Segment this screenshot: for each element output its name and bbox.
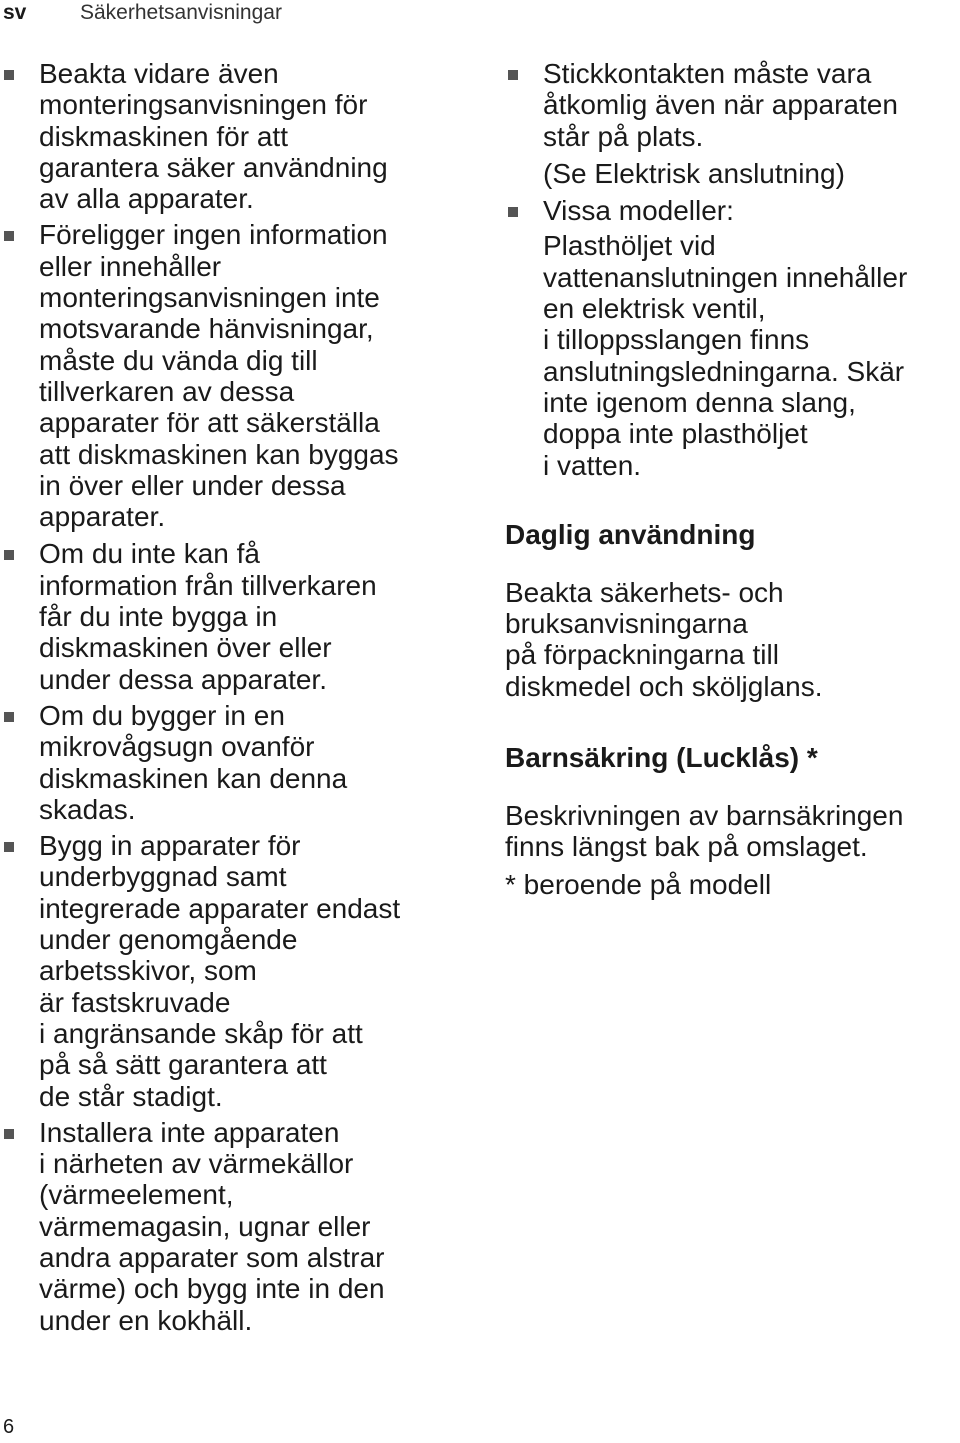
text-line: skadas. [39,793,136,825]
text-line: mikrovågsugn ovanför [39,731,315,763]
text-line: Föreligger ingen information [39,219,388,251]
right-column [505,58,960,900]
text-line: diskmaskinen över eller [39,632,332,664]
heading-daily-use: Daglig användning [505,518,756,550]
text-line: under genomgående [39,924,298,956]
text-line: Bygg in apparater för [39,830,301,862]
text-line: måste du vända dig till [39,344,318,376]
text-line: Om du inte kan få [39,538,261,570]
text-line: värmemagasin, ugnar eller [39,1210,371,1242]
text-line: integrerade apparater endast [39,892,401,924]
text-line: in över eller under dessa [39,469,346,501]
text-line: i angränsande skåp för att [39,1017,363,1049]
list-item [0,830,470,1112]
bullet-icon [4,70,14,80]
text-line: är fastskruvade [39,986,231,1018]
text-line: anslutningsledningarna. Skär [543,355,905,387]
text-line: värme) och bygg inte in den [39,1273,385,1305]
list-item [0,219,470,532]
text-line: Vissa modeller: [543,195,734,227]
text-line: bruksanvisningarna [505,608,748,640]
text-line: (värmeelement, [39,1179,234,1211]
item-detail [543,230,960,480]
text-line: får du inte bygga in [39,601,278,633]
text-line: motsvarande hänvisningar, [39,313,374,345]
bullet-icon [4,550,14,560]
text-line: arbetsskivor, som [39,955,257,987]
text-line: Stickkontakten måste vara [543,58,872,89]
text-line: tillverkaren av dessa [39,375,295,407]
text-line: under dessa apparater. [39,663,327,695]
list-item [0,700,470,825]
text-line: åtkomlig även när apparaten [543,89,898,121]
text-line: Installera inte apparaten [39,1116,340,1148]
text-line: att diskmaskinen kan byggas [39,438,399,470]
text-line: diskmaskinen för att [39,120,288,152]
left-column [0,58,470,1336]
text-line: under en kokhäll. [39,1304,253,1336]
bullet-icon [508,207,518,217]
text-line: de står stadigt. [39,1080,223,1112]
list-item-some-models [505,195,960,481]
list-item [0,538,470,694]
text-line: Beskrivningen av barnsäkringen [505,800,904,832]
bullet-icon [4,231,14,241]
bullet-icon [4,842,14,852]
text-line: står på plats. [543,120,704,152]
text-line: inte igenom denna slang, [543,386,856,418]
text-line: i vatten. [543,449,642,481]
language-code: sv [3,1,27,24]
text-line: vattenanslutningen innehåller [543,261,908,293]
list-item [0,58,470,214]
text-line: diskmedel och sköljglans. [505,670,823,702]
child-lock-paragraph [505,800,960,900]
text-line: Om du bygger in en [39,699,285,731]
text-line: apparater för att säkerställa [39,407,380,439]
text-line: doppa inte plasthöljet [543,418,808,450]
text-line: en elektrisk ventil, [543,293,766,325]
text-line: garantera säker användning [39,151,388,183]
text-line: av alla apparater. [39,183,254,215]
bullet-icon [4,712,14,722]
list-item-power-plug [505,58,960,189]
text-line: på så sätt garantera att [39,1049,327,1081]
text-line: underbyggnad samt [39,861,287,893]
heading-child-lock: Barnsäkring (Lucklås) * [505,742,818,774]
bullet-icon [508,70,518,80]
list-item [0,1117,470,1336]
text-line: monteringsanvisningen för [39,89,368,121]
cross-reference: (Se Elektrisk anslutning) [543,157,845,189]
page-number: 6 [3,1416,15,1438]
text-line: i närheten av värmekällor [39,1148,354,1180]
text-line: finns längst bak på omslaget. [505,831,868,863]
footnote: * beroende på modell [505,868,772,900]
bullet-icon [4,1129,14,1139]
text-line: diskmaskinen kan denna [39,762,348,794]
text-line: andra apparater som alstrar [39,1241,385,1273]
section-title: Säkerhetsanvisningar [80,1,282,24]
text-line: eller innehåller [39,250,222,282]
text-line: Beakta säkerhets- och [505,576,784,608]
text-line: Plasthöljet vid [543,230,716,262]
text-line: apparater. [39,501,166,533]
text-line: Beakta vidare även [39,58,279,89]
text-line: information från tillverkaren [39,569,377,601]
text-line: monteringsanvisningen inte [39,282,380,314]
daily-use-paragraph [505,577,960,702]
text-line: i tilloppsslangen finns [543,324,810,356]
text-line: på förpackningarna till [505,639,779,671]
